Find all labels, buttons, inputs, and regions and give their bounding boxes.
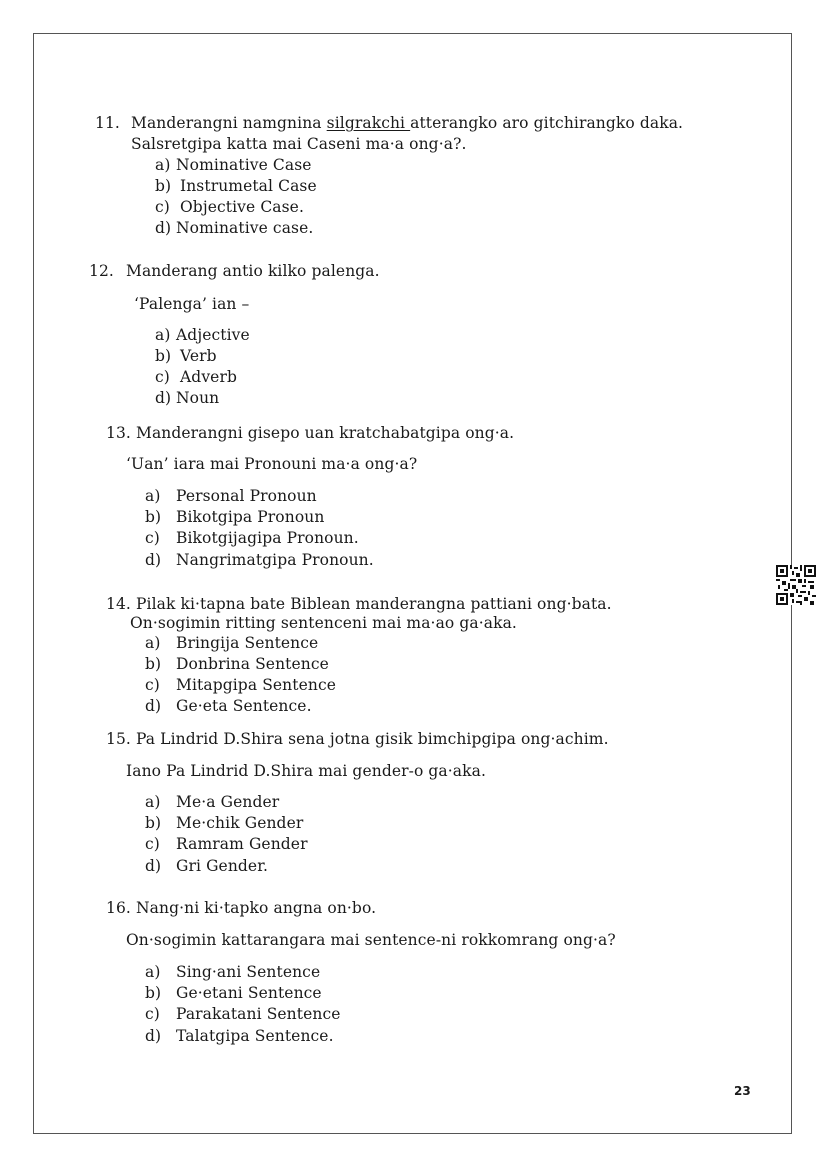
q16-option-key-d: d)	[145, 1027, 162, 1045]
q15-option-key-c: c)	[145, 835, 160, 853]
q16-option-key-a: a)	[145, 963, 161, 981]
q16-option-key-b: b)	[145, 984, 162, 1002]
q13-option-key-b: b)	[145, 508, 162, 526]
q11-option-key-d: d)	[155, 219, 172, 237]
q16-subquestion: On·sogimin kattarangara mai sentence-ni rokkomrang ong·a?	[126, 931, 616, 949]
q11-option-key-b: b)	[155, 177, 172, 195]
q14-option-b: Donbrina Sentence	[176, 655, 329, 673]
q13-subquestion: ‘Uan’ iara mai Pronouni ma·a ong·a?	[126, 455, 418, 473]
q13-option-key-a: a)	[145, 487, 161, 505]
q15-option-key-a: a)	[145, 793, 161, 811]
q12-option-a: Adjective	[176, 326, 250, 344]
q11-option-key-c: c)	[155, 198, 170, 216]
q12-subquestion: ‘Palenga’ ian –	[134, 295, 250, 313]
q15-option-key-b: b)	[145, 814, 162, 832]
q13-option-b: Bikotgipa Pronoun	[176, 508, 325, 526]
q14-question: 14. Pilak ki·tapna bate Biblean manderangna pattiani ong·bata.	[106, 595, 612, 613]
q12-option-key-b: b)	[155, 347, 172, 365]
q13-option-key-d: d)	[145, 551, 162, 569]
q14-option-d: Ge·eta Sentence.	[176, 697, 312, 715]
q12-option-key-c: c)	[155, 368, 170, 386]
q16-option-key-c: c)	[145, 1005, 160, 1023]
q15-option-key-d: d)	[145, 857, 162, 875]
q16-option-d: Talatgipa Sentence.	[176, 1027, 334, 1045]
q13-question: 13. Manderangni gisepo uan kratchabatgipa ong·a.	[106, 424, 515, 442]
q13-option-c: Bikotgijagipa Pronoun.	[176, 529, 359, 547]
q15-option-c: Ramram Gender	[176, 835, 308, 853]
q15-option-a: Me·a Gender	[176, 793, 280, 811]
q16-question: 16. Nang·ni ki·tapko angna on·bo.	[106, 899, 377, 917]
q15-subquestion: Iano Pa Lindrid D.Shira mai gender-o ga·aka.	[126, 762, 487, 780]
q11-number: 11.	[95, 114, 120, 132]
page-number: 23	[734, 1084, 751, 1098]
q16-option-c: Parakatani Sentence	[176, 1005, 341, 1023]
q12-question: Manderang antio kilko palenga.	[126, 262, 380, 280]
q12-option-key-d: d)	[155, 389, 172, 407]
q15-option-b: Me·chik Gender	[176, 814, 304, 832]
q14-option-a: Bringija Sentence	[176, 634, 319, 652]
qr-code-icon	[776, 565, 816, 605]
q13-option-key-c: c)	[145, 529, 160, 547]
q11-question-line2: Salsretgipa katta mai Caseni ma·a ong·a?.	[131, 135, 467, 153]
q14-option-key-d: d)	[145, 697, 162, 715]
q12-option-key-a: a)	[155, 326, 171, 344]
q12-option-c: Adverb	[180, 368, 237, 386]
q12-option-b: Verb	[180, 347, 217, 365]
q15-question: 15. Pa Lindrid D.Shira sena jotna gisik bimchipgipa ong·achim.	[106, 730, 609, 748]
q14-option-key-a: a)	[145, 634, 161, 652]
q16-option-b: Ge·etani Sentence	[176, 984, 322, 1002]
q11-underlined-word: silgrakchi	[326, 114, 411, 132]
q11-option-key-a: a)	[155, 156, 171, 174]
q14-option-c: Mitapgipa Sentence	[176, 676, 337, 694]
q11-option-a: Nominative Case	[176, 156, 312, 174]
q11-option-c: Objective Case.	[180, 198, 304, 216]
q11-question: Manderangni namgnina silgrakchi atterangko aro gitchirangko daka.	[131, 114, 684, 132]
q16-option-a: Sing·ani Sentence	[176, 963, 321, 981]
q11-option-d: Nominative case.	[176, 219, 314, 237]
q13-option-d: Nangrimatgipa Pronoun.	[176, 551, 374, 569]
q12-option-d: Noun	[176, 389, 220, 407]
q12-number: 12.	[89, 262, 114, 280]
q11-option-b: Instrumetal Case	[180, 177, 317, 195]
q15-option-d: Gri Gender.	[176, 857, 269, 875]
q13-option-a: Personal Pronoun	[176, 487, 317, 505]
q14-option-key-c: c)	[145, 676, 160, 694]
q14-option-key-b: b)	[145, 655, 162, 673]
q14-question-line2: On·sogimin ritting sentenceni mai ma·ao ga·aka.	[130, 614, 517, 632]
